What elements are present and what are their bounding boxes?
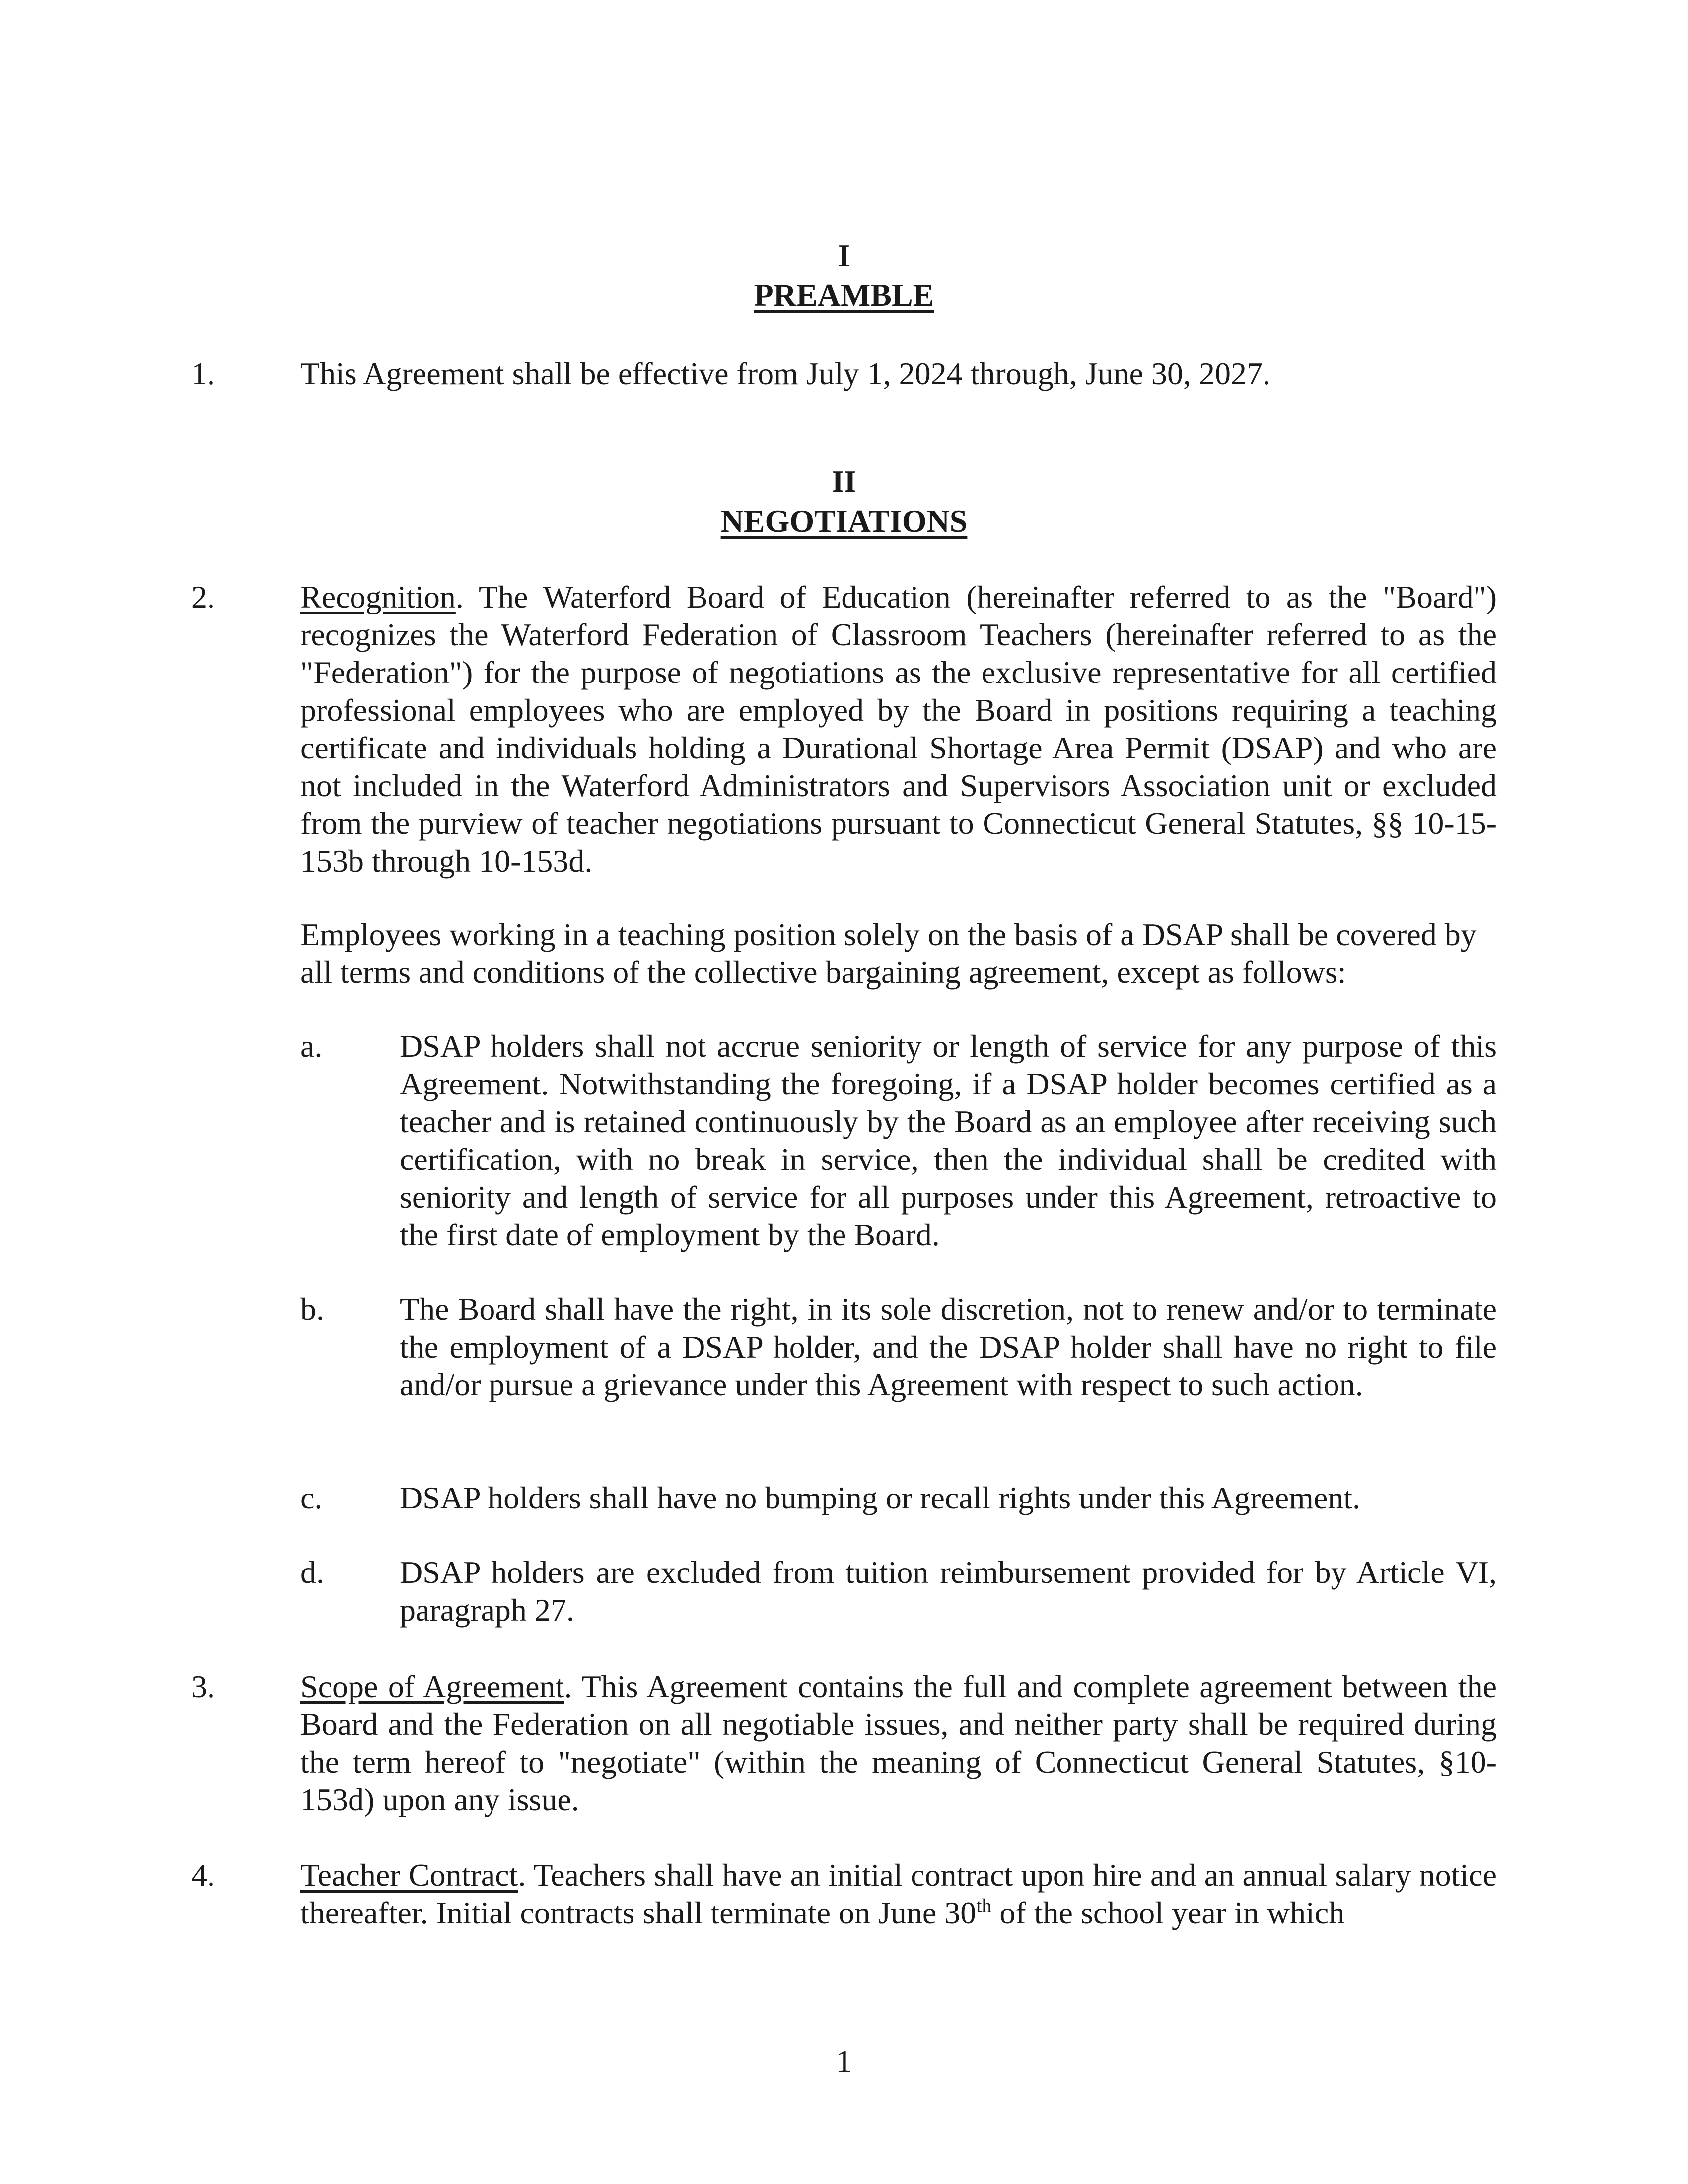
paragraph-text xyxy=(300,578,1497,880)
subparagraph-a xyxy=(300,1027,1497,1254)
paragraph-2-recognition xyxy=(191,578,1497,880)
subparagraph-letter: d. xyxy=(300,1555,324,1590)
paragraph-body-continued: of the school year in which xyxy=(991,1895,1345,1930)
article-numeral: I xyxy=(838,238,850,273)
paragraph-text xyxy=(300,1668,1497,1819)
subparagraph-b xyxy=(300,1291,1497,1404)
paragraph-body: . This Agreement contains the full and complete agreement between the Board and the Federation on all negotiable issues, and neither party shall be required during the term hereof to "negotiate" (within the meaning of Connecticut General Statutes, §10-153d) upon any issue. xyxy=(300,1669,1497,1817)
article-numeral: II xyxy=(832,464,856,499)
subparagraph-text: DSAP holders shall not accrue seniority or length of service for any purpose of this Agreement. Notwithstanding the foregoing, if a DSAP holder becomes certified as a teacher and is retained continuously by the Board as an employee after receiving such certification, with no break in service, then the individual shall be credited with seniority and length of service for all purposes under this Agreement, retroactive to the first date of employment by the Board. xyxy=(400,1028,1497,1252)
paragraph-text xyxy=(300,1856,1497,1932)
subparagraph-text: DSAP holders are excluded from tuition reimbursement provided for by Article VI, paragraph 27. xyxy=(400,1555,1497,1628)
article-title: NEGOTIATIONS xyxy=(720,503,968,539)
paragraph-number: 3. xyxy=(191,1669,215,1704)
superscript: th xyxy=(976,1894,992,1917)
article-heading-negotiations xyxy=(0,462,1688,541)
subparagraph-letter: c. xyxy=(300,1480,323,1515)
subparagraph-c xyxy=(300,1479,1497,1517)
paragraph-body: . Teachers shall have an initial contract upon hire and an annual salary notice thereafter. Initial contracts shall terminate on June 30 xyxy=(300,1857,1497,1930)
paragraph-number: 4. xyxy=(191,1857,215,1893)
paragraph-body: . The Waterford Board of Education (hereinafter referred to as the "Board") recognizes the Waterford Federation of Classroom Teachers (hereinafter referred to as the "Federation") for the purpose of negotiations as the exclusive representative for all certified professional employees who are employed by the Board in positions requiring a teaching certificate and individuals holding a Durational Shortage Area Permit (DSAP) and who are not included in the Waterford Administrators and Supervisors Association unit or excluded from the purview of teacher negotiations pursuant to Connecticut General Statutes, §§ 10-15-153b through 10-153d. xyxy=(300,579,1497,879)
article-title: PREAMBLE xyxy=(754,277,934,313)
paragraph-2-followup: Employees working in a teaching position solely on the basis of a DSAP shall be covered by all terms and conditions of the collective bargaining agreement, except as follows: xyxy=(300,917,1477,990)
paragraph-number: 1. xyxy=(191,356,215,391)
subparagraph-letter: a. xyxy=(300,1028,323,1064)
article-heading-preamble xyxy=(0,236,1688,315)
subparagraph-text: The Board shall have the right, in its sole discretion, not to renew and/or to terminate the employment of a DSAP holder, and the DSAP holder shall have no right to file and/or pursue a grievance under this Agreement with respect to such action. xyxy=(400,1292,1497,1402)
paragraph-heading: Recognition xyxy=(300,579,456,614)
subparagraph-d xyxy=(300,1554,1497,1629)
page-number: 1 xyxy=(836,2044,852,2079)
subparagraph-text: DSAP holders shall have no bumping or recall rights under this Agreement. xyxy=(400,1480,1361,1515)
paragraph-number: 2. xyxy=(191,579,215,614)
paragraph-1 xyxy=(191,355,1497,393)
subparagraph-letter: b. xyxy=(300,1292,324,1327)
paragraph-heading: Scope of Agreement xyxy=(300,1669,564,1704)
paragraph-3-scope xyxy=(191,1668,1497,1819)
paragraph-text: This Agreement shall be effective from July 1, 2024 through, June 30, 2027. xyxy=(300,356,1270,391)
paragraph-heading: Teacher Contract xyxy=(300,1857,518,1893)
paragraph-4-teacher-contract xyxy=(191,1856,1497,1932)
